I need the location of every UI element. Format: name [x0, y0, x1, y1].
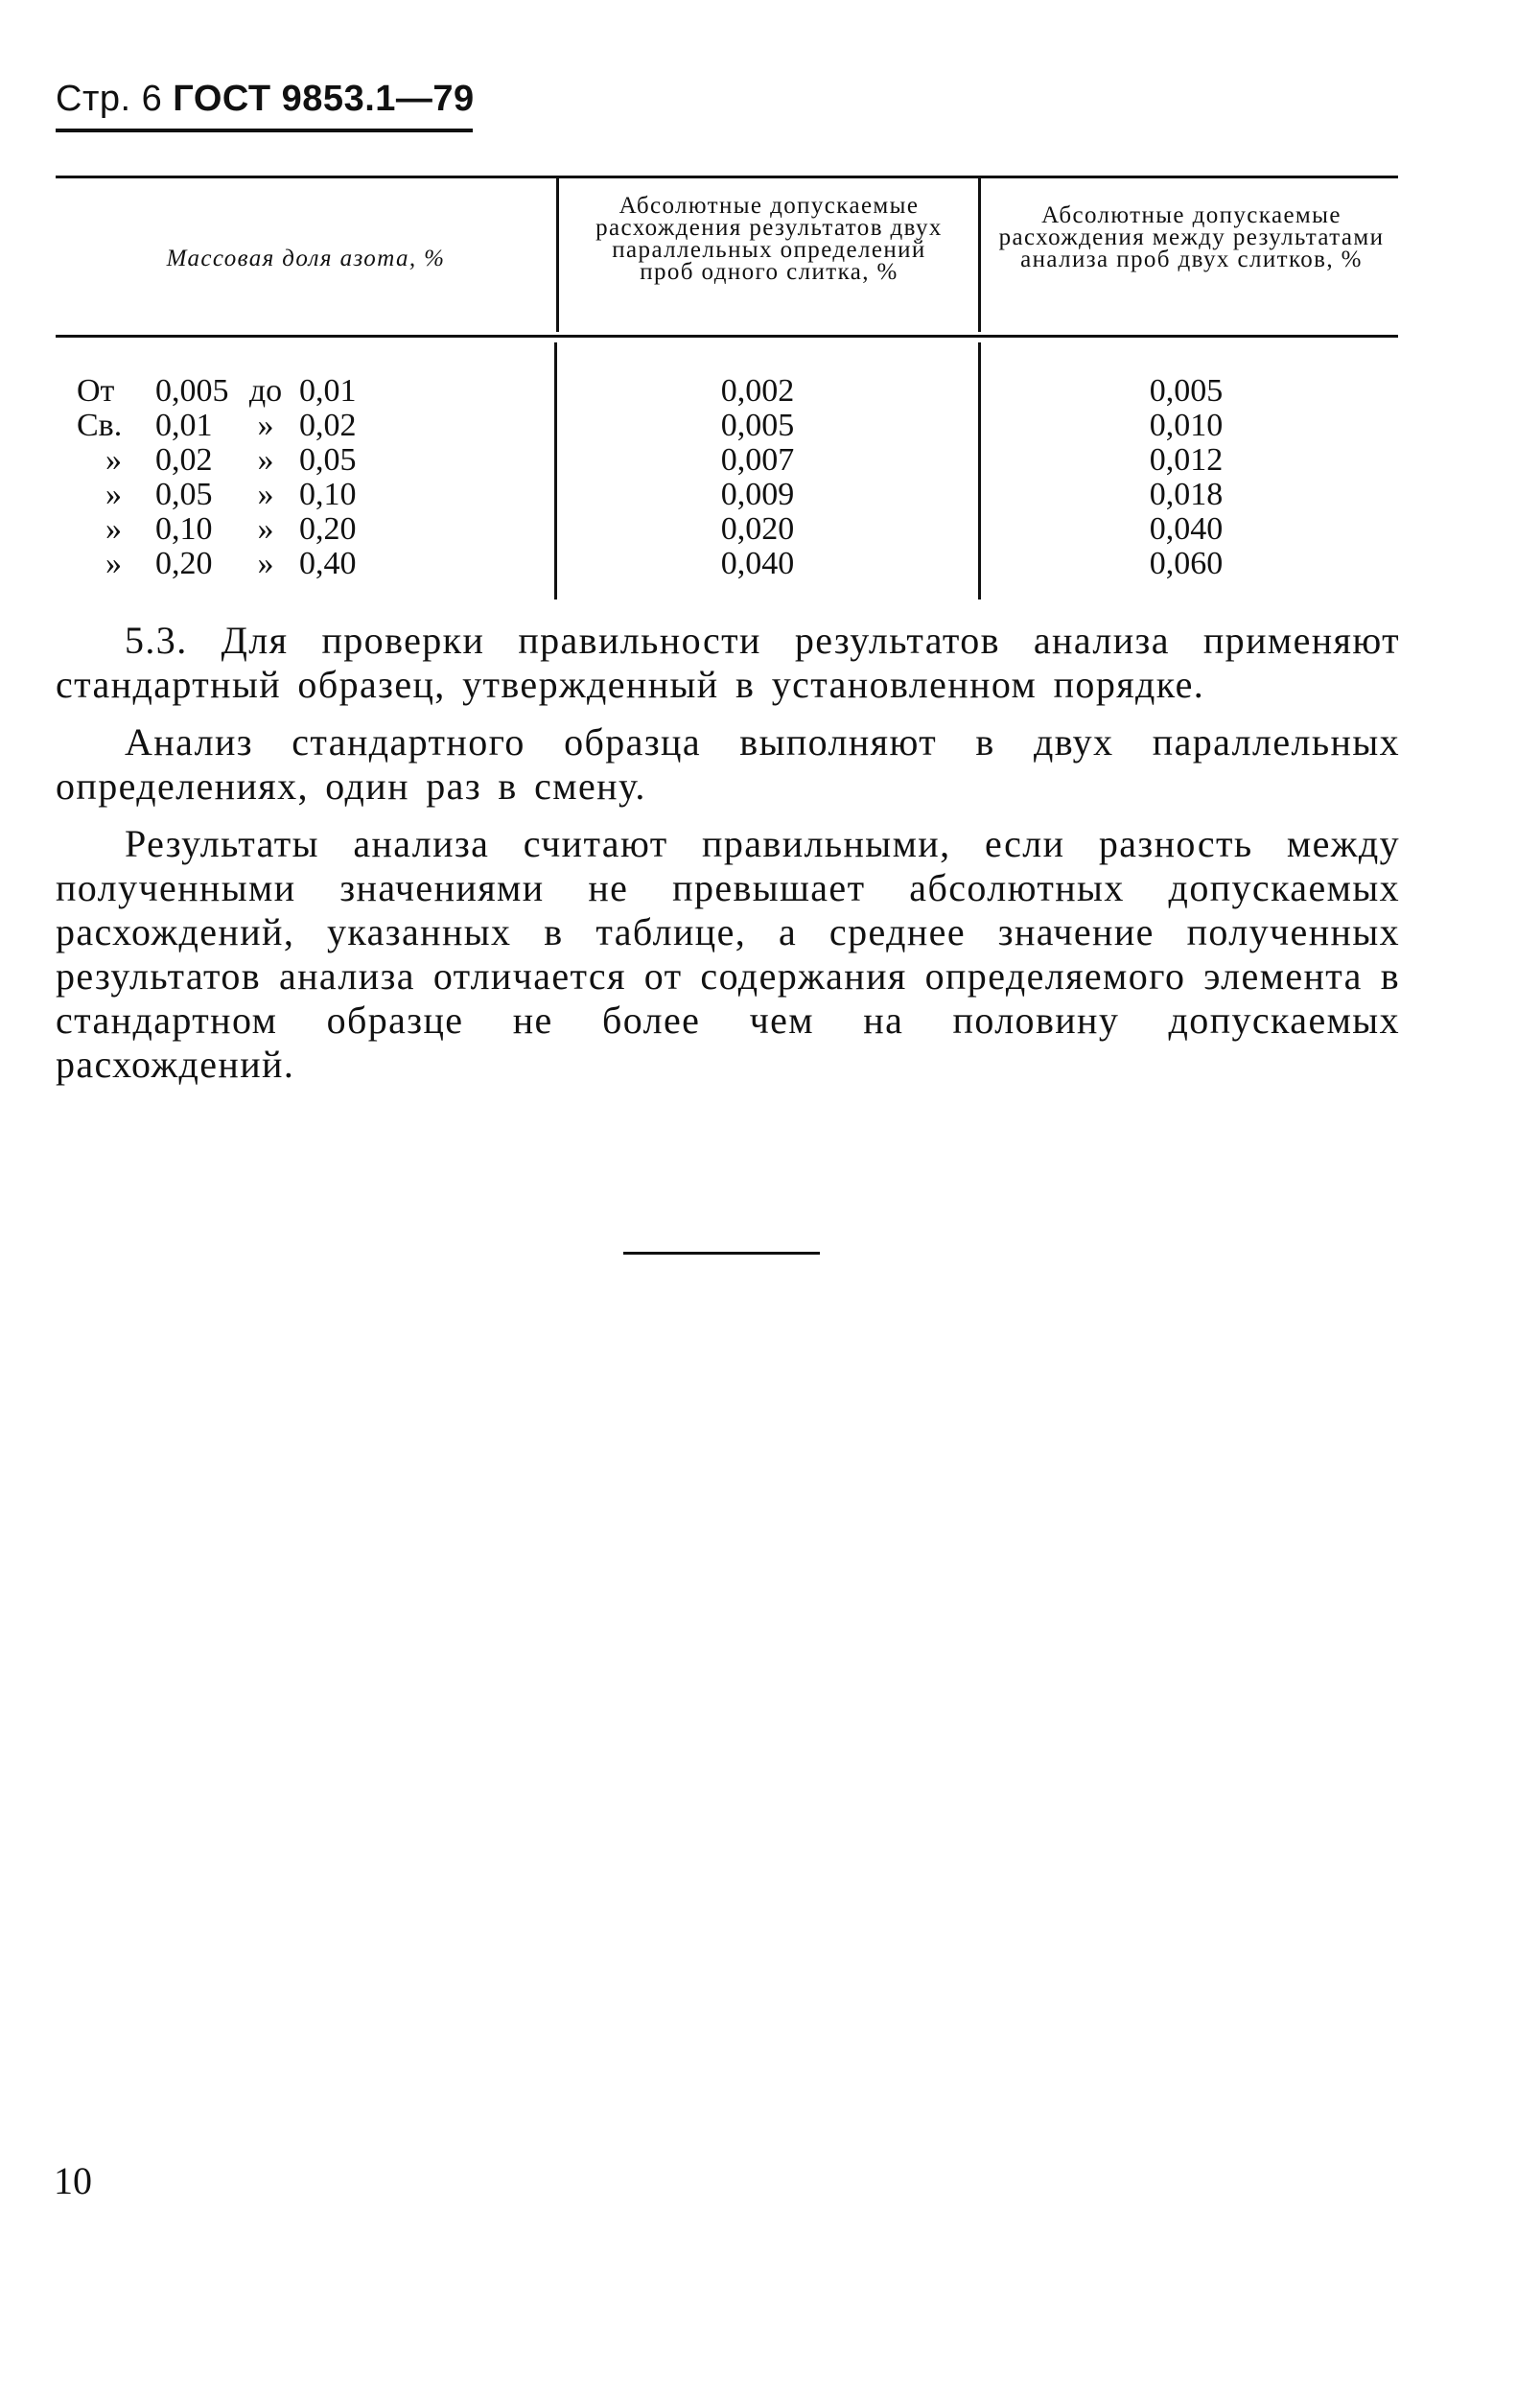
- table-cell: 0,005: [1149, 373, 1224, 409]
- range-to: 0,01: [299, 373, 357, 409]
- range-from: 0,10: [155, 511, 213, 547]
- range-from: 0,05: [155, 477, 213, 512]
- table-row: [77, 409, 527, 443]
- range-to: 0,05: [299, 442, 357, 478]
- range-prefix: »: [105, 511, 122, 547]
- table-cell: 0,040: [720, 546, 795, 581]
- table-row: [77, 547, 527, 581]
- range-from: 0,02: [155, 442, 213, 478]
- range-prefix: »: [105, 546, 122, 581]
- table-cell: 0,020: [720, 511, 795, 547]
- range-prefix: »: [105, 442, 122, 478]
- column-ingot-values: [980, 374, 1392, 581]
- table-row: [77, 478, 527, 512]
- table-cell: 0,010: [1149, 408, 1224, 443]
- paragraph: 5.3. Для проверки правильности результатов анализа применяют стандартный образец, утвержденный в установленном порядке.: [56, 619, 1400, 706]
- range-from: 0,005: [155, 373, 229, 409]
- range-conj: до: [248, 373, 283, 409]
- column-nitrogen-ranges: [77, 374, 527, 581]
- range-to: 0,20: [299, 511, 357, 547]
- table-row: [77, 512, 527, 547]
- page-header: [56, 79, 475, 120]
- range-from: 0,20: [155, 546, 213, 581]
- column-header-parallel: Абсолютные допускаемые расхождения результатов двух параллельных определений проб одного слитка, %: [595, 193, 943, 285]
- range-prefix: От: [77, 373, 115, 409]
- range-to: 0,40: [299, 546, 357, 581]
- paragraph: Анализ стандартного образца выполняют в двух параллельных определениях, один раз в смену.: [56, 720, 1400, 808]
- table-cell: 0,007: [720, 442, 795, 478]
- column-parallel-values: [556, 374, 959, 581]
- header-underline: [56, 129, 473, 132]
- range-to: 0,02: [299, 408, 357, 443]
- header-divider-1: [556, 178, 559, 332]
- column-header-nitrogen: Массовая доля азота, %: [166, 246, 446, 271]
- range-conj: »: [257, 511, 274, 547]
- table-cell: 0,060: [1149, 546, 1224, 581]
- range-conj: »: [257, 477, 274, 512]
- table-top-rule: [56, 176, 1398, 178]
- body-text: [56, 619, 1400, 1087]
- table-cell: 0,040: [1149, 511, 1224, 547]
- table-cell: 0,009: [720, 477, 795, 512]
- range-conj: »: [257, 408, 274, 443]
- table-header-rule: [56, 335, 1398, 338]
- range-to: 0,10: [299, 477, 357, 512]
- range-prefix: Св.: [77, 408, 123, 443]
- section-end-rule: [623, 1252, 820, 1255]
- page-label: Стр. 6: [56, 79, 163, 119]
- table-row: [77, 443, 527, 478]
- table-cell: 0,005: [720, 408, 795, 443]
- range-conj: »: [257, 442, 274, 478]
- paragraph: Результаты анализа считают правильными, если разность между полученными значениями не превышает абсолютных допускаемых расхождений, указанных в таблице, а среднее значение полученных результатов анализа отличается от содержания определяемого элемента в стандартном образце не более чем на половину допускаемых расхождений.: [56, 822, 1400, 1086]
- table-cell: 0,012: [1149, 442, 1224, 478]
- range-prefix: »: [105, 477, 122, 512]
- range-from: 0,01: [155, 408, 213, 443]
- range-conj: »: [257, 546, 274, 581]
- standard-number: ГОСТ 9853.1—79: [173, 79, 475, 119]
- column-header-ingots: Абсолютные допускаемые расхождения между результатами анализа проб двух слитков, %: [998, 202, 1385, 272]
- table-row: [77, 374, 527, 409]
- page-number: 10: [54, 2159, 92, 2202]
- header-divider-2: [978, 178, 981, 332]
- table-cell: 0,018: [1149, 477, 1224, 512]
- table-cell: 0,002: [720, 373, 795, 409]
